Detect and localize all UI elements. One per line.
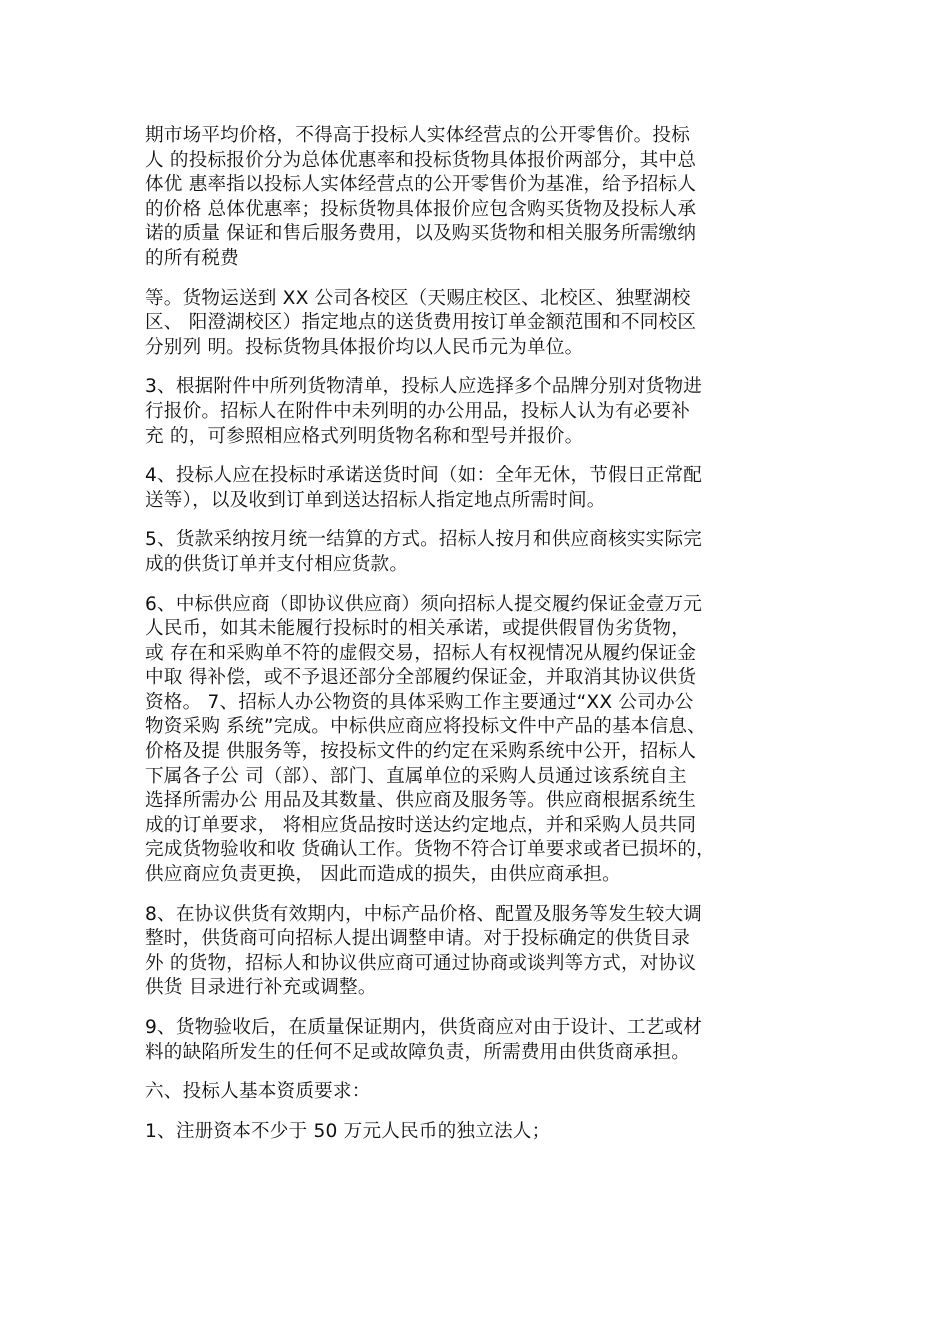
text-line: 期市场平均价格，不得高于投标人实体经营点的公开零售价。投标 (145, 125, 691, 146)
text-line: 成的订单要求， 将相应货品按时送达约定地点，并和采购人员共同 (145, 814, 697, 836)
paragraph-item-9 (145, 1016, 807, 1065)
text-line: 诺的质量 保证和售后服务费用，以及购买货物和相关服务所需缴纳 (145, 223, 697, 245)
section-heading-qualifications (145, 1080, 807, 1105)
text-line: 体优 惠率指以投标人实体经营点的公开零售价为基准，给予招标人 (145, 174, 697, 196)
text-line: 或 存在和采购单不符的虚假交易，招标人有权视情况从履约保证金 (145, 642, 697, 664)
text-line: 3、根据附件中所列货物清单，投标人应选择多个品牌分别对货物进 (145, 376, 703, 398)
text-line: 4、投标人应在投标时承诺送货时间（如：全年无休，节假日正常配 (145, 465, 703, 487)
text-line: 6、中标供应商（即协议供应商）须向招标人提交履约保证金壹万元 (145, 593, 703, 615)
text-line: 整时，供货商可向招标人提出调整申请。对于投标确定的供货目录 (145, 928, 691, 950)
text-line: 送等），以及收到订单到送达招标人指定地点所需时间。 (145, 489, 606, 511)
text-line: 价格及提 供服务等，按投标文件的约定在采购系统中公开，招标人 (145, 741, 697, 763)
text-line: 中取 得补偿，或不予退还部分全部履约保证金，并取消其协议供货 (145, 667, 697, 689)
paragraph-item-6-7 (145, 593, 807, 888)
paragraph-pricing (145, 124, 807, 272)
text-line: 行报价。招标人在附件中未列明的办公用品，投标人认为有必要补 (145, 400, 691, 422)
paragraph-qualification-1 (145, 1120, 807, 1145)
text-line: 的价格 总体优惠率；投标货物具体报价应包含购买货物及投标人承 (145, 198, 697, 220)
paragraph-item-4 (145, 464, 807, 513)
text-line: 1、注册资本不少于 50 万元人民币的独立法人； (145, 1120, 551, 1142)
paragraph-delivery (145, 287, 807, 361)
paragraph-item-3 (145, 375, 807, 449)
text-line: 供应商应负责更换， 因此而造成的损失，由供应商承担。 (145, 864, 621, 886)
text-line: 8、在协议供货有效期内，中标产品价格、配置及服务等发生较大调 (145, 903, 703, 925)
paragraph-item-5 (145, 528, 807, 577)
text-line: 完成货物验收和收 货确认工作。货物不符合订单要求或者已损坏的， (145, 839, 715, 861)
text-line: 5、货款采纳按月统一结算的方式。招标人按月和供应商核实实际完 (145, 529, 703, 551)
text-line: 等。货物运送到 XX 公司各校区（天赐庄校区、北校区、独墅湖校 (145, 287, 691, 309)
paragraph-item-8 (145, 903, 807, 1001)
text-line: 区、 阳澄湖校区）指定地点的送货费用按订单金额范围和不同校区 (145, 312, 697, 334)
document-page (145, 124, 807, 1159)
text-line: 料的缺陷所发生的任何不足或故障负责，所需费用由供货商承担。 (145, 1041, 691, 1063)
text-line: 资格。 7、招标人办公物资的具体采购工作主要通过“XX 公司办公 (145, 691, 694, 713)
text-line: 充 的，可参照相应格式列明货物名称和型号并报价。 (145, 425, 584, 447)
text-line: 9、货物验收后，在质量保证期内，供货商应对由于设计、工艺或材 (145, 1017, 703, 1038)
text-line: 人 的投标报价分为总体优惠率和投标货物具体报价两部分，其中总 (145, 149, 697, 171)
text-line: 下属各子公 司（部）、部门、直属单位的采购人员通过该系统自主 (145, 765, 687, 787)
text-line: 的所有税费 (145, 247, 239, 269)
text-line: 选择所需办公 用品及其数量、供应商及服务等。供应商根据系统生 (145, 790, 697, 812)
text-line: 人民币，如其未能履行投标时的相关承诺，或提供假冒伪劣货物， (145, 618, 691, 640)
text-line: 六、投标人基本资质要求： (145, 1081, 371, 1103)
text-line: 分别列 明。投标货物具体报价均以人民币元为单位。 (145, 336, 584, 358)
text-line: 外 的货物，招标人和协议供应商可通过协商或谈判等方式，对协议 (145, 952, 697, 974)
text-line: 成的供货订单并支付相应货款。 (145, 553, 409, 575)
text-line: 供货 目录进行补充或调整。 (145, 977, 377, 999)
text-line: 物资采购 系统”完成。中标供应商应将投标文件中产品的基本信息、 (145, 716, 706, 738)
